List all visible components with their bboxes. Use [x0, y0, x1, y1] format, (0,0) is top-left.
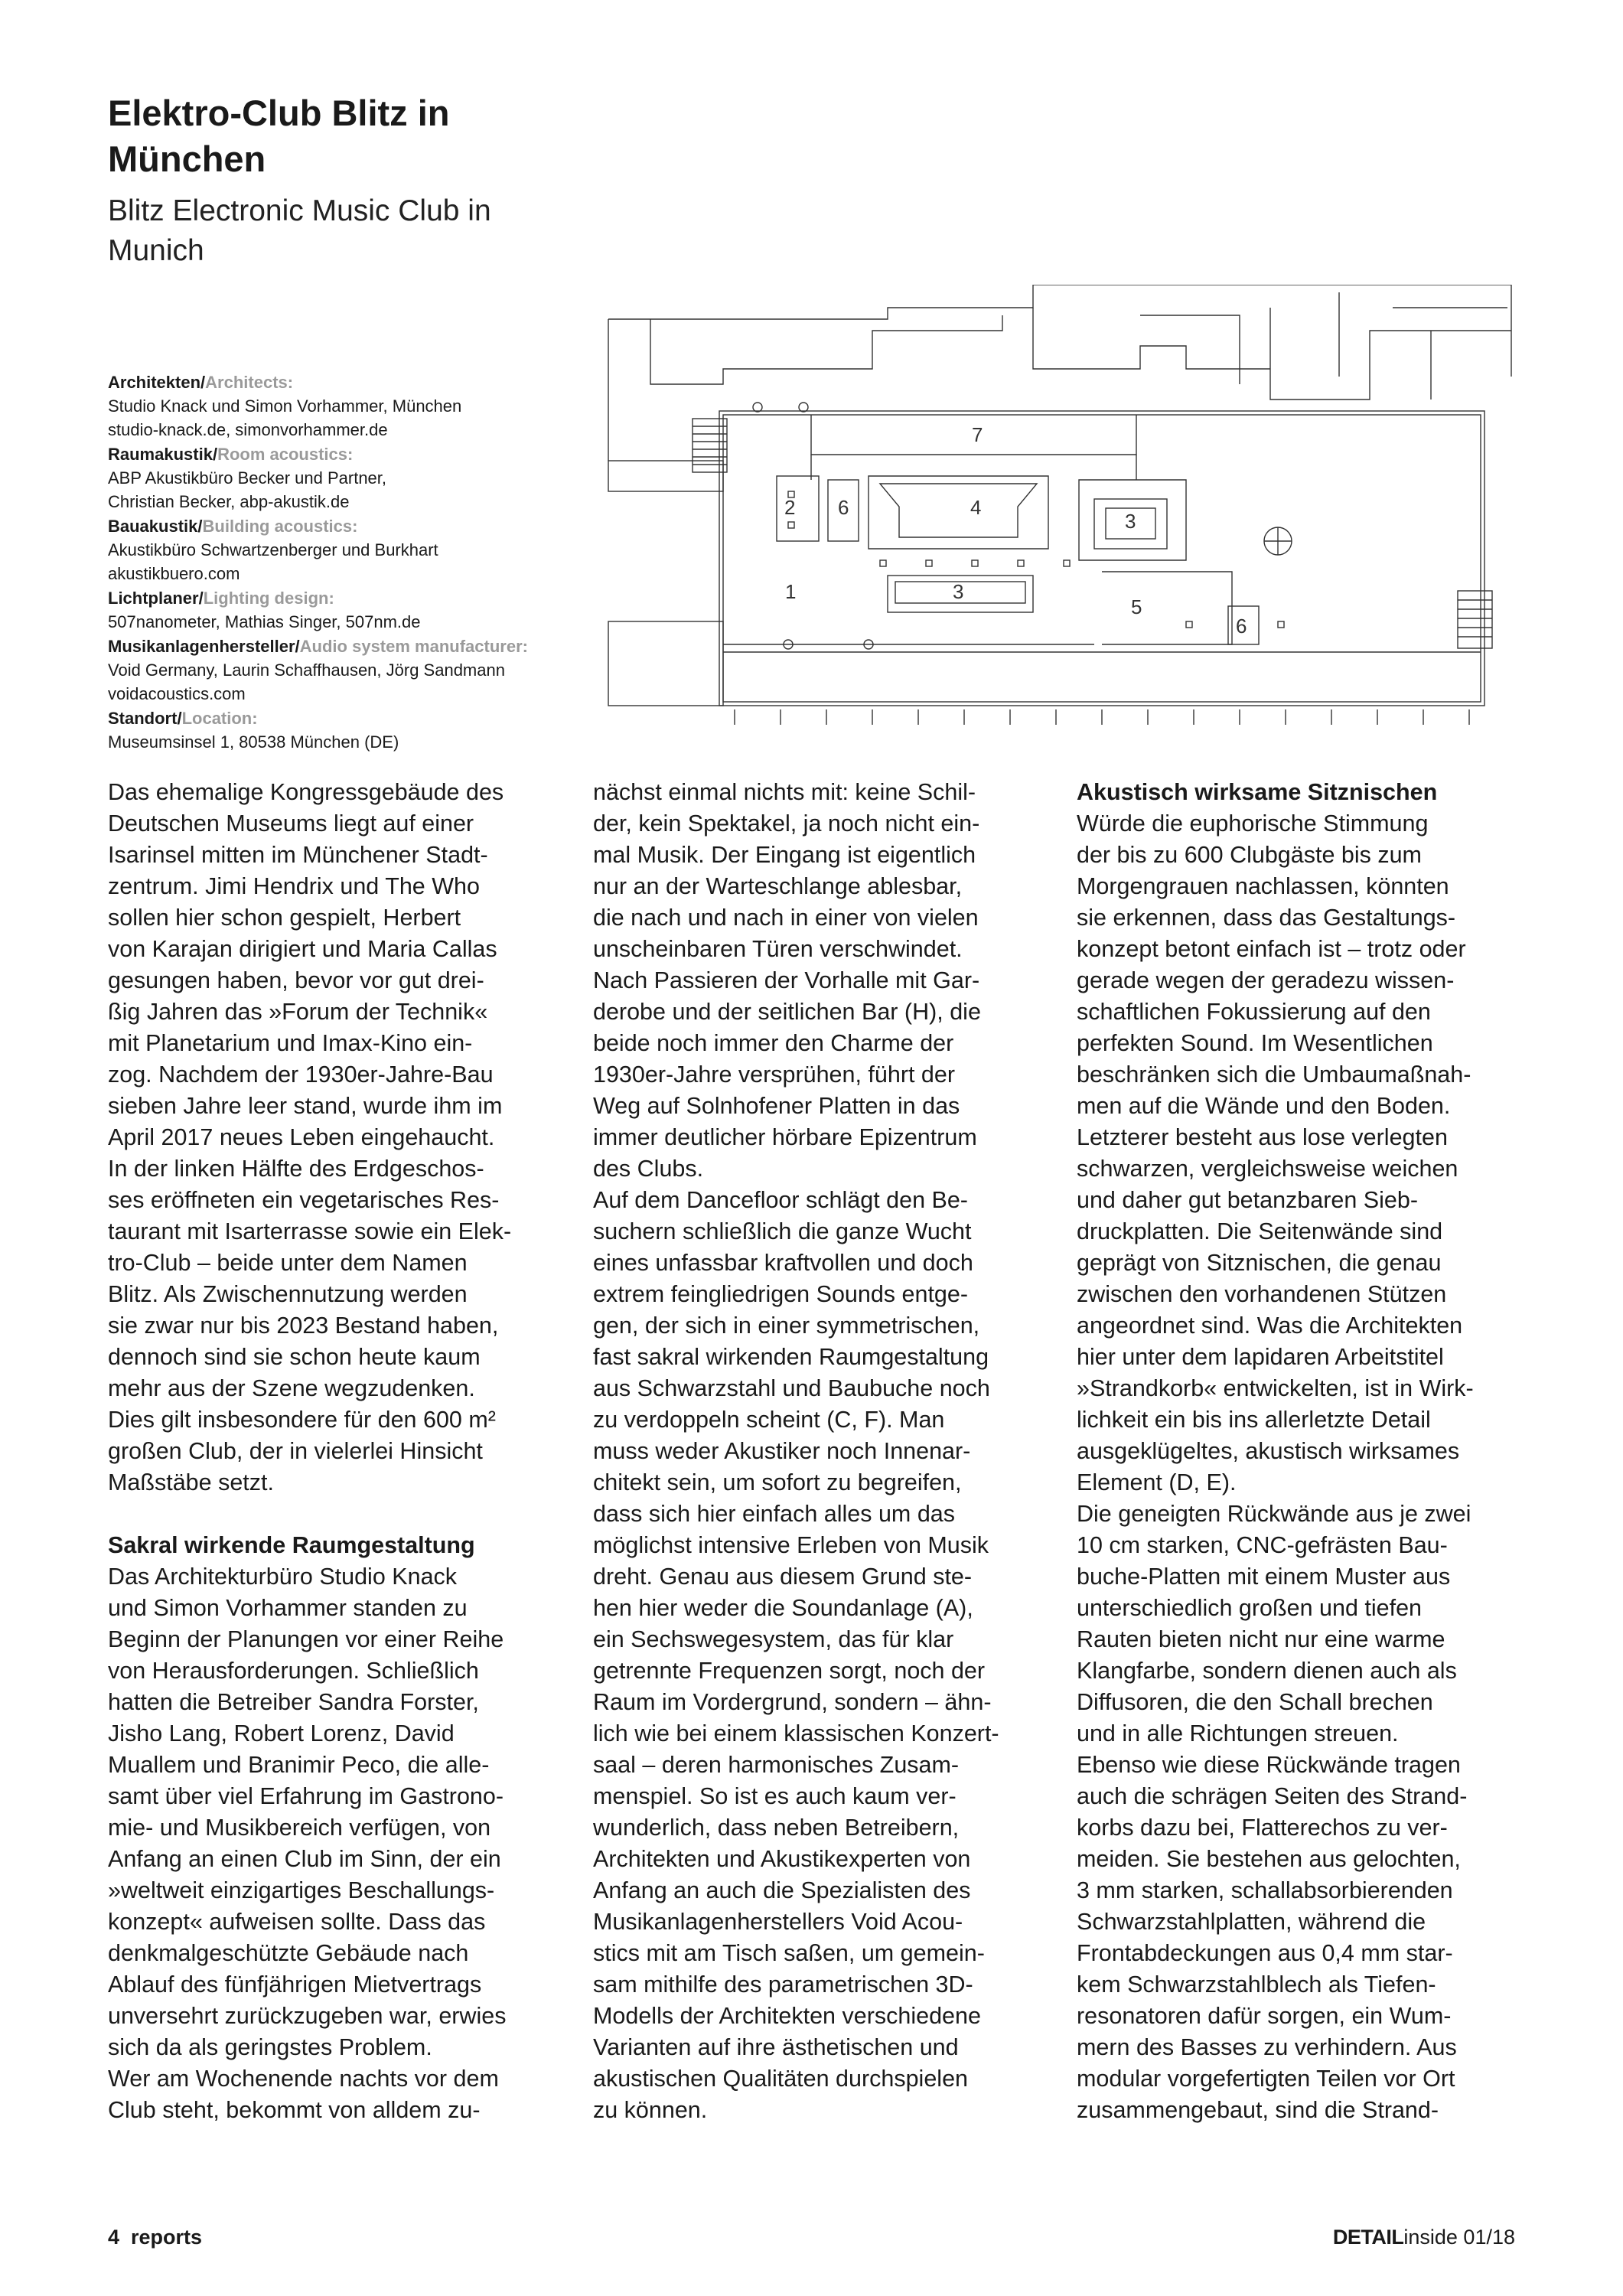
paragraph [108, 777, 562, 1499]
paragraph [1077, 1499, 1531, 2126]
text-line: menspiel. So ist es auch kaum ver- [593, 1783, 957, 1809]
credit-separator: / [212, 445, 218, 464]
credit-label-de: Musikanlagenhersteller [108, 637, 295, 656]
text-line: samt über viel Erfahrung im Gastrono- [108, 1783, 504, 1809]
text-line: Morgengrauen nachlassen, könnten [1077, 873, 1449, 899]
text-line: hier unter dem lapidaren Arbeitstitel [1077, 1344, 1444, 1370]
text-line: wunderlich, dass neben Betreibern, [593, 1815, 960, 1841]
text-line: Schwarzstahlplatten, während die [1077, 1909, 1426, 1935]
credit-label-de: Standort [108, 709, 178, 728]
text-line: sie zwar nur bis 2023 Bestand haben, [108, 1313, 499, 1339]
text-line: Architekten und Akustikexperten von [593, 1846, 971, 1872]
text-line: meiden. Sie bestehen aus gelochten, [1077, 1846, 1461, 1872]
text-line: und Simon Vorhammer standen zu [108, 1595, 468, 1621]
text-line: saal – deren harmonisches Zusam- [593, 1752, 960, 1778]
credit-separator: / [200, 373, 206, 392]
text-line: zu können. [593, 2097, 708, 2123]
credit-entry [108, 634, 582, 706]
text-line: unversehrt zurückzugeben war, erwies [108, 2003, 507, 2029]
text-line: mern des Basses zu verhindern. Aus [1077, 2034, 1457, 2060]
title-line: München [108, 139, 266, 179]
text-line: 10 cm starken, CNC-gefrästen Bau- [1077, 1532, 1448, 1558]
text-line: Deutschen Museums liegt auf einer [108, 810, 474, 837]
text-line: getrennte Frequenzen sorgt, noch der [593, 1658, 986, 1684]
plan-label: 3 [1125, 510, 1136, 533]
text-line: immer deutlicher hörbare Epizentrum [593, 1124, 977, 1150]
text-line: Frontabdeckungen aus 0,4 mm star- [1077, 1940, 1453, 1966]
text-line: mehr aus der Szene wegzudenken. [108, 1375, 475, 1401]
text-line: Auf dem Dancefloor schlägt den Be- [593, 1187, 968, 1213]
plan-label: 4 [970, 496, 982, 519]
paragraph [1077, 808, 1531, 1499]
text-line: schaftlichen Fokussierung auf den [1077, 999, 1431, 1025]
text-line: stics mit am Tisch saßen, um gemein- [593, 1940, 985, 1966]
text-line: ein Sechswegesystem, das für klar [593, 1626, 954, 1652]
text-line: ausgeklügeltes, akustisch wirksames [1077, 1438, 1460, 1464]
text-line: »weltweit einzigartiges Beschallungs- [108, 1877, 495, 1903]
text-line: chitekt sein, um sofort zu begreifen, [593, 1469, 962, 1495]
text-line: sie erkennen, dass das Gestaltungs- [1077, 905, 1456, 931]
plan-label: 3 [953, 580, 964, 603]
text-line: Dies gilt insbesondere für den 600 m² [108, 1407, 496, 1433]
text-line: die nach und nach in einer von vielen [593, 905, 979, 931]
text-line: lichkeit ein bis ins allerletzte Detail [1077, 1407, 1431, 1433]
credit-line: ABP Akustikbüro Becker und Partner, [108, 468, 387, 488]
text-line: Varianten auf ihre ästhetischen und [593, 2034, 959, 2060]
credit-line: Studio Knack und Simon Vorhammer, München [108, 396, 462, 416]
text-line: sich da als geringstes Problem. [108, 2034, 432, 2060]
text-line: hen hier weder die Soundanlage (A), [593, 1595, 973, 1621]
credit-line: voidacoustics.com [108, 684, 246, 703]
text-line: unscheinbaren Türen verschwindet. [593, 936, 963, 962]
text-line: Anfang an einen Club im Sinn, der ein [108, 1846, 501, 1872]
article-subtitle [108, 191, 598, 271]
text-line: Club steht, bekommt von alldem zu- [108, 2097, 481, 2123]
credit-entry [108, 442, 582, 514]
credit-line: Christian Becker, abp-akustik.de [108, 492, 350, 511]
text-line: geprägt von Sitznischen, die genau [1077, 1250, 1442, 1276]
text-line: fast sakral wirkenden Raumgestaltung [593, 1344, 989, 1370]
text-line: »Strandkorb« entwickelten, ist in Wirk- [1077, 1375, 1474, 1401]
text-line: nächst einmal nichts mit: keine Schil- [593, 779, 976, 805]
plan-label: 1 [785, 580, 797, 603]
text-line: Musikanlagenherstellers Void Acou- [593, 1909, 963, 1935]
article-title [108, 90, 598, 182]
text-line: lich wie bei einem klassischen Konzert- [593, 1720, 999, 1746]
text-line: von Herausforderungen. Schließlich [108, 1658, 479, 1684]
text-line: Blitz. Als Zwischennutzung werden [108, 1281, 468, 1307]
credit-separator: / [295, 637, 300, 656]
text-line: zu verdoppeln scheint (C, F). Man [593, 1407, 945, 1433]
text-line: konzept betont einfach ist – trotz oder [1077, 936, 1466, 962]
plan-label: 7 [972, 423, 983, 446]
credit-line: 507nanometer, Mathias Singer, 507nm.de [108, 612, 421, 631]
text-line: modular vorgefertigten Teilen vor Ort [1077, 2066, 1455, 2092]
paragraph-gap [108, 1499, 562, 1530]
text-line: 1930er-Jahre versprühen, führt der [593, 1062, 956, 1088]
text-line: taurant mit Isarterrasse sowie ein Elek- [108, 1218, 512, 1244]
text-line: Isarinsel mitten im Münchener Stadt- [108, 842, 488, 868]
text-line: akustischen Qualitäten durchspielen [593, 2066, 968, 2092]
text-line: der, kein Spektakel, ja noch nicht ein- [593, 810, 980, 837]
text-line: Maßstäbe setzt. [108, 1469, 274, 1495]
text-line: ßig Jahren das »Forum der Technik« [108, 999, 488, 1025]
text-line: zwischen den vorhandenen Stützen [1077, 1281, 1447, 1307]
text-line: mie- und Musikbereich verfügen, von [108, 1815, 491, 1841]
text-line: gesungen haben, bevor vor gut drei- [108, 967, 484, 993]
text-line: Modells der Architekten verschiedene [593, 2003, 981, 2029]
credit-label-de: Lichtplaner [108, 589, 199, 608]
text-line: mit Planetarium und Imax-Kino ein- [108, 1030, 473, 1056]
credit-line: studio-knack.de, simonvorhammer.de [108, 420, 388, 439]
plan-label: 6 [838, 496, 849, 519]
text-line: Jisho Lang, Robert Lorenz, David [108, 1720, 455, 1746]
section-heading: Akustisch wirksame Sitznischen [1077, 779, 1438, 805]
credit-separator: / [197, 517, 203, 536]
text-line: aus Schwarzstahl und Baubuche noch [593, 1375, 990, 1401]
credit-label-en: Location: [181, 709, 258, 728]
paragraph [593, 1185, 1048, 2126]
text-line: In der linken Hälfte des Erdgeschos- [108, 1156, 484, 1182]
credit-separator: / [177, 709, 182, 728]
text-line: Würde die euphorische Stimmung [1077, 810, 1429, 837]
text-line: angeordnet sind. Was die Architekten [1077, 1313, 1463, 1339]
text-line: 3 mm starken, schallabsorbierenden [1077, 1877, 1453, 1903]
text-line: buche-Platten mit einem Muster aus [1077, 1564, 1451, 1590]
credit-entry [108, 706, 582, 754]
title-line: Elektro-Club Blitz in [108, 93, 450, 133]
text-line: Das Architekturbüro Studio Knack [108, 1564, 458, 1590]
text-line: dass sich hier einfach alles um das [593, 1501, 955, 1527]
issue-label: inside 01/18 [1403, 2226, 1515, 2249]
text-line: unterschiedlich großen und tiefen [1077, 1595, 1423, 1621]
text-line: Anfang an auch die Spezialisten des [593, 1877, 971, 1903]
text-line: Klangfarbe, sondern dienen auch als [1077, 1658, 1457, 1684]
text-line: beide noch immer den Charme der [593, 1030, 954, 1056]
text-line: Weg auf Solnhofener Platten in das [593, 1093, 960, 1119]
subtitle-line: Blitz Electronic Music Club in [108, 194, 491, 227]
text-line: hatten die Betreiber Sandra Forster, [108, 1689, 479, 1715]
paragraph [108, 1561, 562, 2126]
text-line: men auf die Wände und den Boden. [1077, 1093, 1451, 1119]
text-line: April 2017 neues Leben eingehaucht. [108, 1124, 495, 1150]
text-line: schwarzen, vergleichsweise weichen [1077, 1156, 1458, 1182]
credit-entry [108, 586, 582, 634]
text-line: dennoch sind sie schon heute kaum [108, 1344, 481, 1370]
paragraph [593, 777, 1048, 1185]
text-line: zentrum. Jimi Hendrix und The Who [108, 873, 480, 899]
text-line: Element (D, E). [1077, 1469, 1237, 1495]
text-line: Die geneigten Rückwände aus je zwei [1077, 1501, 1471, 1527]
text-line: muss weder Akustiker noch Innenar- [593, 1438, 971, 1464]
text-line: Letzterer besteht aus lose verlegten [1077, 1124, 1448, 1150]
credit-label-de: Bauakustik [108, 517, 198, 536]
text-line: sollen hier schon gespielt, Herbert [108, 905, 461, 931]
credit-line: Akustikbüro Schwartzenberger und Burkhart [108, 540, 438, 559]
text-line: kem Schwarzstahlblech als Tiefen- [1077, 1971, 1436, 1998]
credit-label-en: Building acoustics: [202, 517, 358, 536]
text-line: Diffusoren, die den Schall brechen [1077, 1689, 1433, 1715]
text-line: Nach Passieren der Vorhalle mit Gar- [593, 967, 980, 993]
text-line: sieben Jahre leer stand, wurde ihm im [108, 1093, 503, 1119]
text-line: suchern schließlich die ganze Wucht [593, 1218, 972, 1244]
text-line: Ablauf des fünfjährigen Mietvertrags [108, 1971, 482, 1998]
text-line: zusammengebaut, sind die Strand- [1077, 2097, 1439, 2123]
text-line: der bis zu 600 Clubgäste bis zum [1077, 842, 1422, 868]
text-line: gen, der sich in einer symmetrischen, [593, 1313, 980, 1339]
text-line: Wer am Wochenende nachts vor dem [108, 2066, 499, 2092]
text-line: eines unfassbar kraftvollen und doch [593, 1250, 973, 1276]
page-number-section: 4 reports [108, 2226, 203, 2249]
text-line: Rauten bieten nicht nur eine warme [1077, 1626, 1445, 1652]
magazine-issue [1333, 2226, 1515, 2249]
credit-separator: / [198, 589, 204, 608]
section-heading: Sakral wirkende Raumgestaltung [108, 1532, 475, 1558]
text-line: Beginn der Planungen vor einer Reihe [108, 1626, 504, 1652]
credit-line: akustikbuero.com [108, 564, 240, 583]
text-line: Ebenso wie diese Rückwände tragen [1077, 1752, 1461, 1778]
text-line: und in alle Richtungen streuen. [1077, 1720, 1399, 1746]
text-line: zog. Nachdem der 1930er-Jahre-Bau [108, 1062, 494, 1088]
credit-label-en: Room acoustics: [217, 445, 354, 464]
credit-line: Void Germany, Laurin Schaffhausen, Jörg Sandmann [108, 660, 505, 680]
text-line: Muallem und Branimir Peco, die alle- [108, 1752, 490, 1778]
plan-label: 5 [1131, 595, 1142, 618]
text-line: nur an der Warteschlange ablesbar, [593, 873, 963, 899]
credit-label-de: Architekten [108, 373, 201, 392]
text-line: von Karajan dirigiert und Maria Callas [108, 936, 497, 962]
text-column-2 [593, 777, 1048, 2126]
text-line: tro-Club – beide unter dem Namen [108, 1250, 468, 1276]
text-line: des Clubs. [593, 1156, 704, 1182]
text-line: konzept« aufweisen sollte. Dass das [108, 1909, 486, 1935]
subtitle-line: Munich [108, 234, 204, 267]
text-line: extrem feingliedrigen Sounds entge- [593, 1281, 968, 1307]
text-line: und daher gut betanzbaren Sieb- [1077, 1187, 1418, 1213]
text-line: sam mithilfe des parametrischen 3D- [593, 1971, 973, 1998]
text-line: perfekten Sound. Im Wesentlichen [1077, 1030, 1433, 1056]
text-line: Raum im Vordergrund, sondern – ähn- [593, 1689, 992, 1715]
text-column-3 [1077, 777, 1531, 2126]
credits-block [108, 370, 582, 755]
text-line: auch die schrägen Seiten des Strand- [1077, 1783, 1468, 1809]
text-column-1 [108, 777, 562, 2126]
text-line: möglichst intensive Erleben von Musik [593, 1532, 989, 1558]
text-line: derobe und der seitlichen Bar (H), die [593, 999, 981, 1025]
credit-label-de: Raumakustik [108, 445, 213, 464]
text-line: denkmalgeschützte Gebäude nach [108, 1940, 469, 1966]
credit-entry [108, 514, 582, 585]
text-line: dreht. Genau aus diesem Grund ste- [593, 1564, 973, 1590]
credit-label-en: Lighting design: [203, 589, 334, 608]
floor-plan [605, 285, 1515, 736]
credit-label-en: Audio system manufacturer: [299, 637, 528, 656]
text-line: ses eröffneten ein vegetarisches Res- [108, 1187, 500, 1213]
magazine-brand: DETAIL [1332, 2226, 1404, 2249]
text-line: Das ehemalige Kongressgebäude des [108, 779, 504, 805]
text-line: druckplatten. Die Seitenwände sind [1077, 1218, 1443, 1244]
plan-label: 6 [1236, 615, 1247, 638]
text-line: gerade wegen der geradezu wissen- [1077, 967, 1455, 993]
credit-entry [108, 370, 582, 442]
text-line: korbs dazu bei, Flatterechos zu ver- [1077, 1815, 1448, 1841]
text-line: großen Club, der in vielerlei Hinsicht [108, 1438, 483, 1464]
text-line: mal Musik. Der Eingang ist eigentlich [593, 842, 976, 868]
plan-label: 2 [784, 496, 796, 519]
text-line: beschränken sich die Umbaumaßnah- [1077, 1062, 1471, 1088]
credit-line: Museumsinsel 1, 80538 München (DE) [108, 732, 399, 752]
credit-label-en: Architects: [205, 373, 294, 392]
text-line: resonatoren dafür sorgen, ein Wum- [1077, 2003, 1452, 2029]
